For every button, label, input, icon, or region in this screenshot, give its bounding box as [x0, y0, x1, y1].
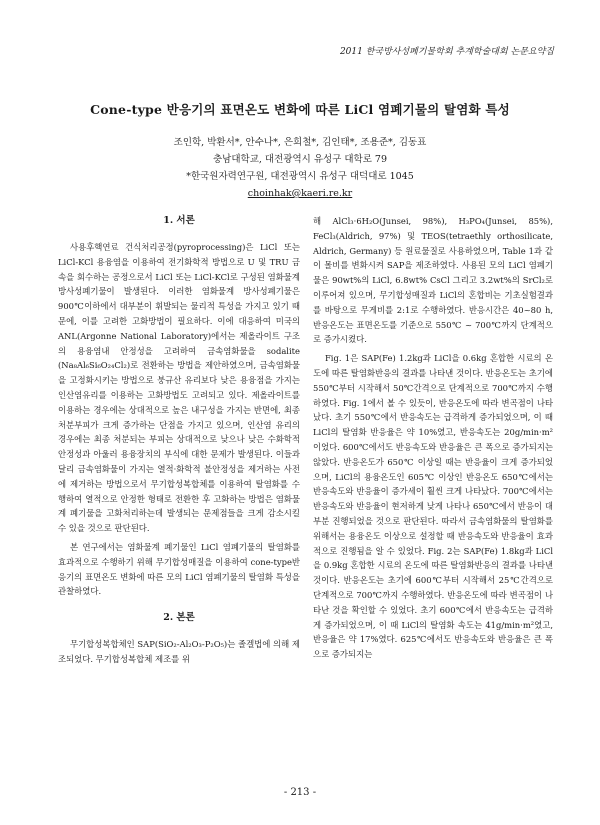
affiliation-secondary: *한국원자력연구원, 대전광역시 유성구 대덕대로 1045 [186, 171, 414, 182]
author-email: choinhak@kaeri.re.kr [247, 188, 353, 199]
left-column [58, 214, 300, 671]
intro-paragraph: 본 연구에서는 염화물계 폐기물인 LiCl 염폐기물의 탈염화를 효과적으로 수행하기 위해 무기합성매질을 이용하여 cone-type반응기의 표면온도 변화에 따른 모의 LiCl 염폐기물의 탈염화 특성을 관찰하였다. [58, 541, 300, 597]
running-header: 2011 한국방사성폐기물학회 추계학술대회 논문요약집 [339, 47, 554, 57]
section-heading-introduction: 1. 서론 [163, 215, 195, 226]
page-number: - 213 - [283, 787, 317, 798]
body-paragraph: 해 AlCl₃·6H₂O(Junsei, 98%), H₃PO₄(Junsei, 85%), FeCl₃(Aldrich, 97%) 및 TEOS(tetraethly orthosilicate, Aldrich, Germany) 등 원료물질로 사용하였으며, Table 1과 같이 몰비를 변화시켜 SAP을 제조하였다. 사용된 모의 LiCl 염폐기물은 90wt%의 LiCl, 6.8wt% CsCl 그리고 3.2wt%의 SrCl₂로 이루어져 있으며, 무기합성매질과 LiCl의 혼합비는 기초실험결과를 바탕으로 무게비를 2:1로 수행하였다. 반응시간은 40~80 h, 반응온도는 표면온도를 기준으로 550℃ ~ 700℃까지 단계적으로 증가시켰다. [313, 216, 553, 345]
affiliation-primary: 충남대학교, 대전광역시 유성구 대학로 79 [212, 154, 388, 165]
right-column [313, 214, 553, 666]
body-paragraph: Fig. 1은 SAP(Fe) 1.2kg과 LiCl을 0.6kg 혼합한 시료의 온도에 따른 탈염화반응의 결과를 나타낸 것이다. 반응온도는 초기에 550℃부터 시작해서 50℃간격으로 단계적으로 700℃까지 수행하였다. Fig. 1에서 볼 수 있듯이, 반응온도에 따라 변곡점이 나타났다. 초기 550℃에서 반응속도는 급격하게 증가되었으며, 이 때 LiCl의 탈염화 반응율은 약 10%였고, 반응속도는 20g/min·m²이었다. 600℃에서도 반응속도와 반응율은 큰 폭으로 증가되지는 않았다. 반응온도가 650℃ 이상일 때는 반응율이 크게 증가되었으며, LiCl의 용융온도인 605℃ 이상인 반응온도 650℃에서는 반응속도와 반응율이 증가세이 훨씬 크게 나타났다. 700℃에서는 반응속도와 반응율이 현저하게 낮게 나타나 650℃에서 반응이 대부분 진행되었을 것으로 판단된다. 따라서 금속염화물의 탈염화를 위해서는 용융온도 이상으로 설정할 때 반응속도와 반응율이 효과적으로 진행됨을 알 수 있었다. Fig. 2는 SAP(Fe) 1.8kg과 LiCl을 0.9kg 혼합한 시료의 온도에 따른 탈염화반응의 결과를 나타낸 것이다. 반응온도는 초기에 600℃부터 시작해서 25℃간격으로 단계적으로 700℃까지 수행하였다. 반응온도에 따라 변곡점이 나타난 것을 확인할 수 있었다. 초기 600℃에서 반응속도는 급격하게 증가되었으며, 이 때 LiCl의 탈염화 속도는 41g/min·m²였고, 반응율은 약 17%였다. 625℃에서도 반응속도와 반응율은 큰 폭으로 증가되지는 [313, 353, 553, 660]
section-heading-main: 2. 본론 [163, 612, 195, 624]
paper-title: Cone-type 반응기의 표면온도 변화에 따른 LiCl 염폐기물의 탈염화 특성 [90, 102, 510, 117]
intro-paragraph: 사용후핵연료 건식처리공정(pyroprocessing)은 LiCl 또는 LiCl-KCl 용융염을 이용하여 전기화학적 방법으로 U 및 TRU 금속을 회수하는 공정으로서 LiCl 또는 LiCl-KCl로 구성된 염화물계 방사성폐기물이 발생된다. 이러한 염화물계 방사성폐기물은 900℃이하에서 대부분이 휘발되는 물리적 특성을 가지고 있기 때문에, 이를 고려한 고화방법이 필요하다. 이에 대응하여 미국의 ANL(Argonne National Laboratory)에서는 제올라이트 구조의 용융염내 안정성을 고려하여 금속염화물을 sodalite (Na₈Al₆Si₆O₂₄Cl₂)로 전환하는 방법을 제안하였으며, 금속염화물을 고정화시키는 방법으로 붕규산 유리보다 낮은 용융점을 가지는 인산염유리를 이용하는 고화방법도 고려되고 있다. 제올라이트를 이용하는 경우에는 상대적으로 높은 내구성을 가지는 반면에, 최종처분부피가 크게 증가하는 단점을 가지고 있으며, 인산염 유리의 경우에는 최종 처분되는 부피는 상대적으로 낮으나 낮은 수화학적 안정성과 아울러 용융장치의 부식에 대한 문제가 발생된다. 이들과 달리 금속염화물이 가지는 열적·화학적 불안정성을 제거하는 사전에 제거하는 방법으로서 무기합성복합체를 이용하여 탈염화를 수행하여 열적으로 안정한 형태로 전환한 후 고화하는 방법은 염화물계 폐기물을 고화처리하는데 발생되는 문제점들을 크게 감소시킬 수 있을 것으로 판단된다. [58, 242, 300, 534]
author-list: 조인학, 박환서*, 안수나*, 은희철*, 김인태*, 조용준*, 김동표 [173, 137, 427, 148]
body-paragraph: 무기합성복합체인 SAP(SiO₂-Al₂O₃-P₂O₅)는 졸겔법에 의해 제조되었다. 무기합성복합체 제조를 위 [58, 639, 300, 664]
author-block [0, 134, 600, 202]
